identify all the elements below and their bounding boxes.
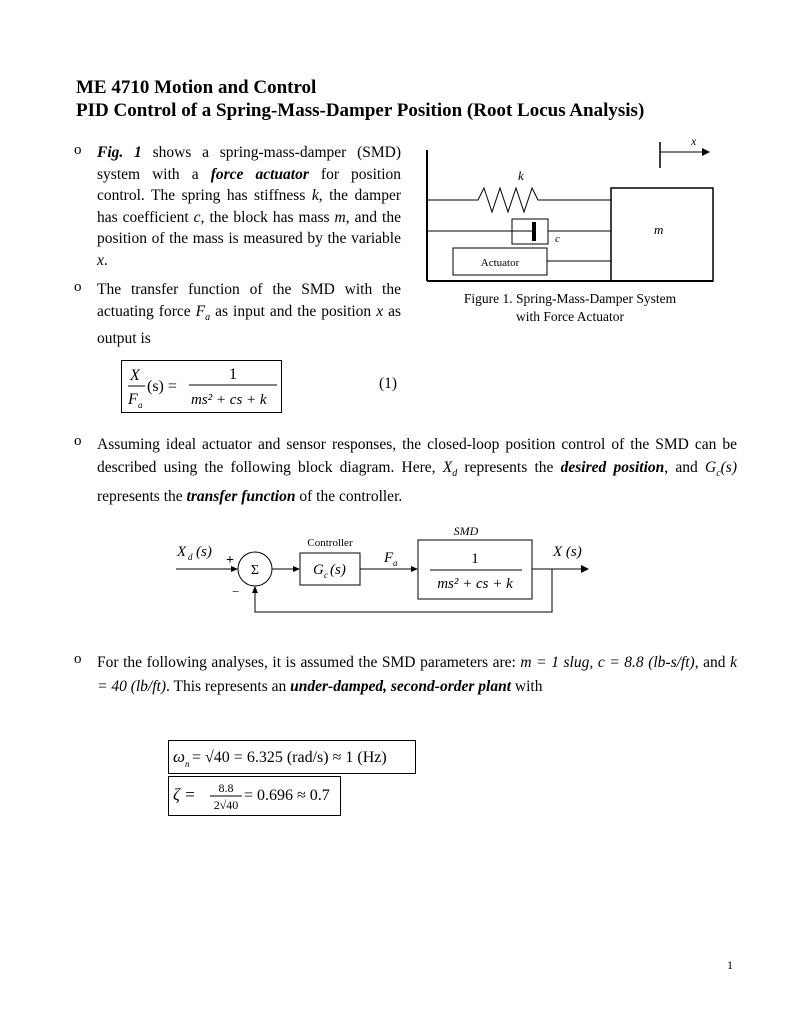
omega-sub: n [185, 759, 190, 769]
eq1-lhs-den: F [128, 391, 138, 408]
text: represents the [457, 459, 561, 476]
input-sub: d [188, 552, 193, 562]
text: . [103, 251, 108, 269]
text: for position control. The spring has stiffness [97, 165, 402, 204]
subscript: a [205, 311, 211, 323]
var-Xd: X [442, 459, 453, 476]
text: represents the [97, 488, 187, 506]
text: , [589, 654, 598, 671]
controller-title: Controller [307, 537, 353, 549]
equation-number: (1) [379, 375, 398, 392]
fig-reference: Fig. 1 [97, 144, 142, 161]
damper-piston [532, 222, 536, 241]
spring [427, 188, 611, 212]
zeta-den: 2√40 [213, 798, 239, 812]
text: as input and the position [210, 302, 377, 320]
var-k: k [311, 187, 319, 204]
natural-frequency-equation [168, 740, 416, 774]
emphasis: desired position [560, 459, 665, 476]
eq1-rhs-num: 1 [229, 366, 237, 383]
var-Gc-arg: (s) [720, 459, 737, 476]
actuator-label: Actuator [480, 257, 520, 269]
plant-title: SMD [453, 524, 479, 538]
damper-label: c [555, 233, 560, 245]
controller-arg: (s) [330, 562, 346, 578]
position-label: x [691, 134, 697, 148]
paragraph-transfer-function [97, 279, 401, 350]
bullet-marker: o [74, 433, 82, 449]
eq1-rhs-den: ms² + cs + k [191, 392, 267, 408]
omega-value: = √40 = 6.325 (rad/s) ≈ 1 (Hz) [192, 749, 387, 766]
spring-label: k [518, 168, 524, 183]
subscript: d [452, 468, 458, 480]
text: , and the position of the mass is measured by the variable [97, 208, 401, 247]
text: of the controller. [295, 488, 403, 506]
feedback-arrowhead [252, 586, 258, 593]
damping-ratio-equation [168, 776, 340, 816]
var-x: x [97, 251, 104, 269]
var-c: c [193, 208, 201, 226]
text: , the block has mass [200, 208, 335, 226]
omega-symbol: ω [173, 747, 186, 766]
document-title: PID Control of a Spring-Mass-Damper Position (Root Locus Analysis) [76, 100, 645, 121]
text: , and [664, 459, 705, 476]
text: The transfer function of the SMD with the actuating force [97, 281, 401, 320]
input-label: X [177, 544, 187, 560]
text: , and [694, 654, 731, 671]
eq1-lhs-num: X [130, 367, 140, 384]
bullet-marker: o [74, 142, 82, 158]
plus-sign: + [226, 553, 234, 568]
bullet-marker: o [74, 651, 82, 667]
page-number: 1 [727, 958, 733, 972]
text: with [511, 678, 543, 695]
eq1-lhs-arg: (s) = [147, 378, 177, 395]
subscript: c [716, 468, 721, 480]
emphasis: force actuator [210, 165, 309, 183]
param-k: k = 40 (lb/ft) [97, 654, 737, 695]
emphasis: transfer function [186, 488, 296, 506]
var-x: x [376, 302, 384, 320]
zeta-value: = 0.696 ≈ 0.7 [244, 787, 330, 804]
text: For the following analyses, it is assumed the SMD parameters are: [97, 654, 521, 671]
zeta-lhs: ζ = [173, 785, 196, 804]
plant-den: ms² + cs + k [437, 576, 513, 592]
emphasis: under-damped, second-order plant [290, 678, 512, 695]
text: , the damper has coefficient [97, 187, 402, 226]
controller-label: G [313, 562, 324, 578]
input-arg: (s) [196, 544, 212, 560]
minus-sign: − [232, 584, 240, 599]
plant-num: 1 [471, 551, 479, 567]
zeta-num: 8.8 [218, 781, 234, 795]
force-label: F [384, 550, 394, 566]
equation-1 [121, 360, 281, 412]
var-F: F [195, 302, 206, 320]
eq1-lhs-den-sub: a [138, 400, 143, 410]
force-arrowhead [411, 566, 418, 572]
block-diagram [170, 520, 600, 620]
var-m: m [334, 208, 346, 226]
caption-line-1: Figure 1. Spring-Mass-Damper System [463, 291, 677, 306]
output-label: X (s) [553, 544, 582, 560]
bullet-marker: o [74, 279, 82, 295]
sum-symbol: Σ [250, 563, 260, 578]
param-c: c = 8.8 (lb-s/ft) [597, 654, 695, 671]
force-sub: a [393, 558, 398, 568]
param-m: m = 1 slug [520, 654, 590, 671]
figure-1-spring-mass-damper [420, 130, 720, 290]
figure-1-caption [440, 290, 700, 326]
text: shows a spring-mass-damper (SMD) system with a [97, 144, 401, 183]
course-title: ME 4710 Motion and Control [76, 77, 317, 98]
paragraph-parameters [97, 651, 737, 699]
text: Assuming ideal actuator and sensor responses, the closed-loop position control of the SMD can be described using the following block diagram. Here, [97, 436, 737, 476]
caption-line-2: with Force Actuator [516, 309, 624, 324]
var-Gc: G [704, 459, 717, 476]
text: . This represents an [166, 678, 291, 695]
position-arrowhead [702, 148, 710, 156]
paragraph-fig1-description [97, 142, 401, 271]
mass-label: m [654, 222, 664, 237]
error-arrowhead [293, 566, 300, 572]
text: as output is [97, 302, 401, 348]
output-arrowhead [581, 565, 589, 573]
controller-sub: c [324, 570, 328, 580]
paragraph-block-diagram [97, 433, 737, 508]
